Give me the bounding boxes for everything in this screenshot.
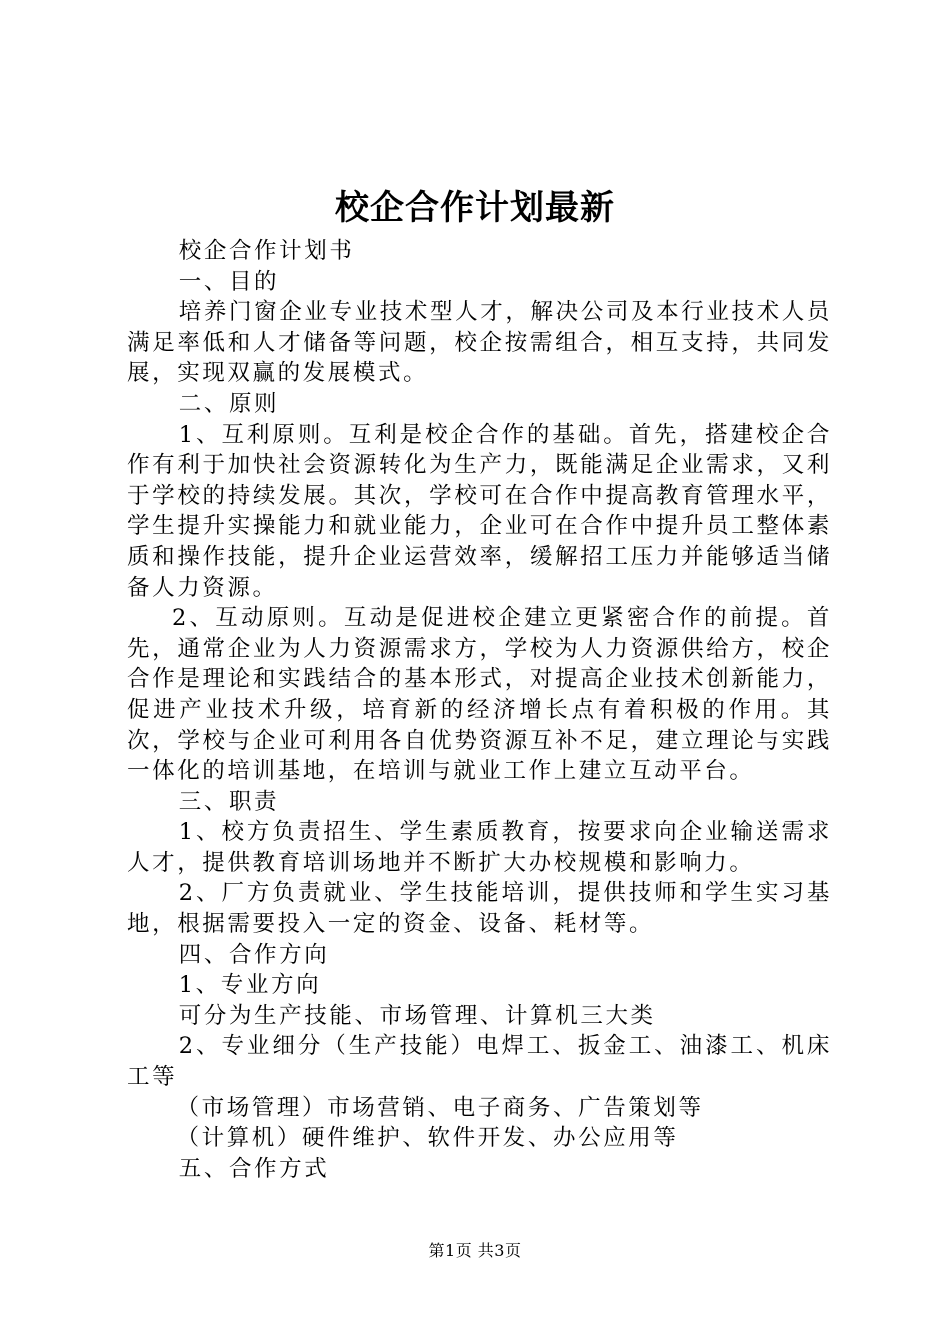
paragraph-three-categories: 可分为生产技能、市场管理、计算机三大类 [178,1002,656,1029]
paragraph-major-details: 2、专业细分（生产技能）电焊工、扳金工、油漆工、机床工等 [127,1033,832,1091]
document-body [127,236,832,1184]
paragraph-major-direction: 1、专业方向 [178,972,322,999]
page-footer: 第1页 共3页 [428,1241,522,1260]
paragraph-market-management: （市场管理）市场营销、电子商务、广告策划等 [176,1094,704,1121]
paragraph-plan-heading: 校企合作计划书 [178,238,355,264]
section-heading-principles: 二、原则 [178,390,280,417]
paragraph-computer: （计算机）硬件维护、软件开发、办公应用等 [176,1125,679,1152]
paragraph-school-duties: 1、校方负责招生、学生素质教育，按要求向企业输送需求人才，提供教育培训场地并不断扩大办校规模和影响力。 [127,819,832,876]
paragraph-mutual-benefit: 1、互利原则。互利是校企合作的基础。首先，搭建校企合作有利于加快社会资源转化为生产力，既能满足企业需求，又利于学校的持续发展。其次，学校可在合作中提高教育管理水平，学生提升实操能力和就业能力，企业可在合作中提升员工整体素质和操作技能，提升企业运营效率，缓解招工压力并能够适当储备人力资源。 [127,421,832,601]
paragraph-interaction: 2、互动原则。互动是促进校企建立更紧密合作的前提。首先，通常企业为人力资源需求方，学校为人力资源供给方，校企合作是理论和实践结合的基本形式，对提高企业技术创新能力，促进产业技术升级，培育新的经济增长点有着积极的作用。其次，学校与企业可利用各自优势资源互补不足，建立理论与实践一体化的培训基地，在培训与就业工作上建立互动平台。 [127,605,832,785]
paragraph-purpose: 培养门窗企业专业技术型人才，解决公司及本行业技术人员满足率低和人才储备等问题，校企按需组合，相互支持，共同发展，实现双赢的发展模式。 [127,299,832,387]
section-heading-direction: 四、合作方向 [178,941,330,968]
section-heading-duties: 三、职责 [178,788,280,815]
section-heading-cooperation-mode: 五、合作方式 [178,1155,330,1182]
paragraph-factory-duties: 2、厂方负责就业、学生技能培训，提供技师和学生实习基地，根据需要投入一定的资金、设备、耗材等。 [127,880,832,938]
document-title: 校企合作计划最新 [335,188,615,228]
section-heading-purpose: 一、目的 [178,268,280,295]
